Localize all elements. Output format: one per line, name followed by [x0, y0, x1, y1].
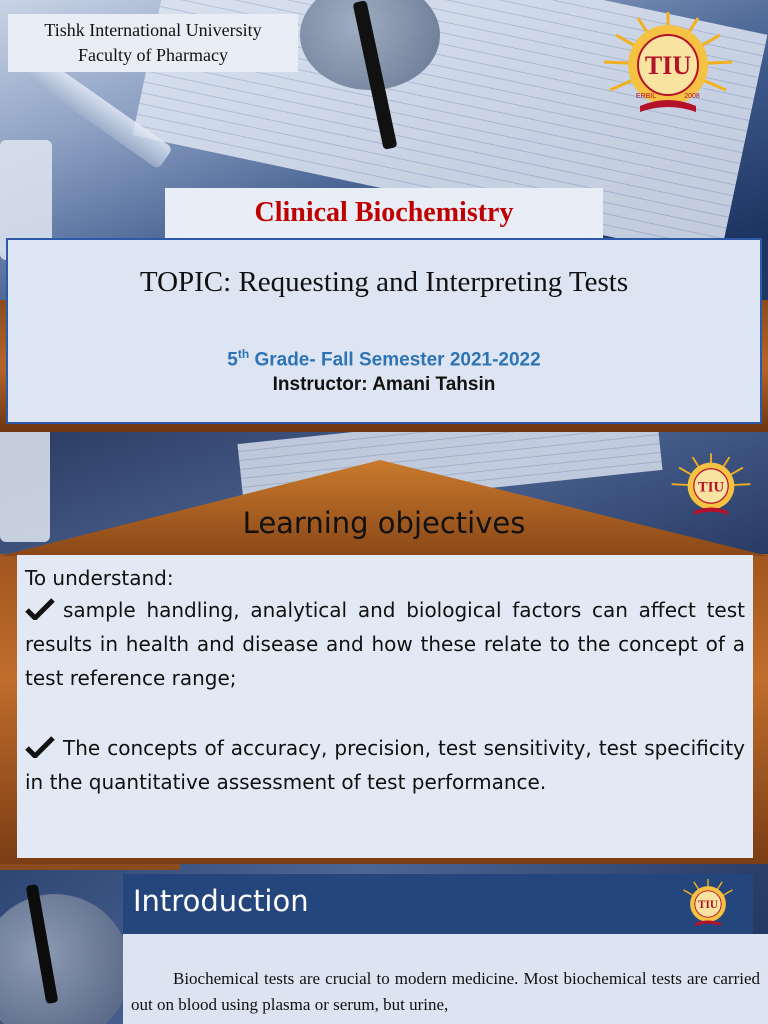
logo-initials: TIU [697, 899, 719, 912]
logo-initials: TIU [644, 51, 692, 80]
grade-number: 5 [227, 349, 238, 371]
objectives-intro: To understand: [25, 566, 174, 590]
background-wood-strip [0, 864, 180, 870]
logo-initials: TIU [697, 479, 725, 496]
topic-panel [6, 238, 762, 424]
objectives-panel [17, 555, 753, 858]
grade-suffix: th [237, 347, 250, 361]
logo-city: ERBIL [635, 93, 657, 100]
grade-semester [8, 347, 760, 371]
objective-text: The concepts of accuracy, precision, test sensitivity, test specificity in the quantitative assessment of test performance. [25, 736, 745, 794]
instructor-name: Instructor: Amani Tahsin [272, 374, 496, 396]
university-name: Tishk International University [44, 20, 262, 40]
course-title-banner [165, 188, 603, 238]
slide-title [0, 0, 768, 432]
faculty-name: Faculty of Pharmacy [78, 45, 228, 65]
tiu-logo-icon [675, 876, 741, 932]
topic-heading: TOPIC: Requesting and Interpreting Tests [139, 266, 629, 298]
checkmark-icon [25, 596, 55, 618]
checkmark-icon [25, 734, 55, 756]
course-title: Clinical Biochemistry [254, 197, 514, 228]
slide-introduction [0, 864, 768, 1024]
learning-objectives-title: Learning objectives [242, 506, 526, 540]
background-hand [0, 894, 130, 1024]
university-label [8, 14, 298, 72]
introduction-body: Biochemical tests are crucial to modern medicine. Most biochemical tests are carried out on blood using plasma or serum, but urine, [123, 934, 768, 1024]
slide-learning-objectives [0, 432, 768, 864]
objective-text: sample handling, analytical and biological factors can affect test results in health and disease and how these relate to the concept of a test reference range; [25, 598, 745, 690]
tiu-logo-icon [598, 10, 738, 120]
grade-rest: Grade- Fall Semester 2021-2022 [249, 349, 541, 371]
objective-item [25, 593, 745, 695]
introduction-header [123, 874, 753, 934]
objective-item [25, 731, 745, 799]
introduction-title: Introduction [133, 884, 309, 918]
logo-year: 2008 [684, 93, 700, 100]
